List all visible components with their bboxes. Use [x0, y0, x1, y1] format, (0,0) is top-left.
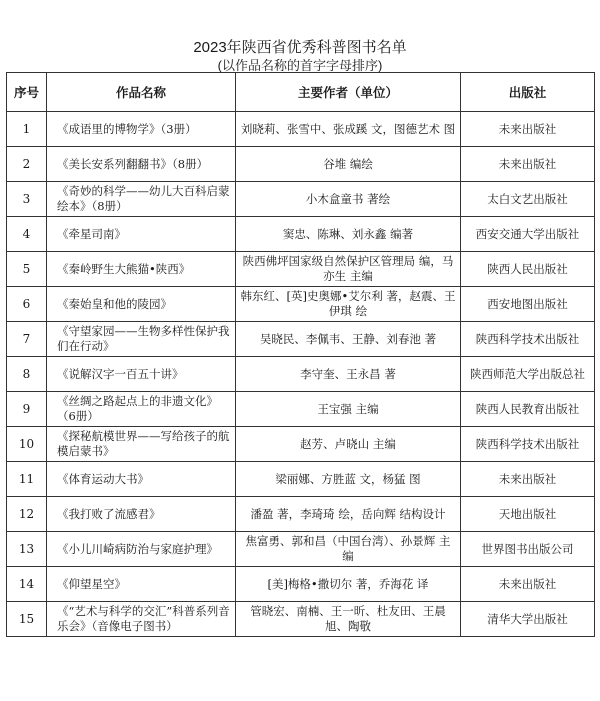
row-author: [美]梅格•撒切尔 著，乔海花 译: [236, 567, 461, 602]
row-author: 管晓宏、南楠、王一昕、杜友田、王晨旭、陶敬: [236, 602, 461, 637]
row-author: 赵芳、卢晓山 主编: [236, 427, 461, 462]
row-number: 8: [7, 357, 47, 392]
row-author: 吴晓民、李佩韦、王静、刘春池 著: [236, 322, 461, 357]
row-publisher: 陕西科学技术出版社: [461, 322, 595, 357]
row-author: 陕西佛坪国家级自然保护区管理局 编，马亦生 主编: [236, 252, 461, 287]
row-number: 7: [7, 322, 47, 357]
row-work-title: 《美长安系列翻翻书》（8册）: [47, 147, 236, 182]
row-work-title: 《牵星司南》: [47, 217, 236, 252]
table-row: [7, 147, 595, 182]
row-publisher: 世界图书出版公司: [461, 532, 595, 567]
page-title: 2023年陕西省优秀科普图书名单: [193, 39, 407, 56]
row-work-title: 《守望家园——生物多样性保护我们在行动》: [47, 322, 236, 357]
row-number: 1: [7, 112, 47, 147]
table-row: [7, 357, 595, 392]
table-row: [7, 392, 595, 427]
row-author: 王宝强 主编: [236, 392, 461, 427]
row-number: 6: [7, 287, 47, 322]
table-row: [7, 497, 595, 532]
row-publisher: 西安地图出版社: [461, 287, 595, 322]
row-work-title: 《秦始皇和他的陵园》: [47, 287, 236, 322]
header-work: 作品名称: [47, 73, 236, 112]
header-publisher: 出版社: [461, 73, 595, 112]
row-number: 9: [7, 392, 47, 427]
row-work-title: 《探秘航模世界——写给孩子的航模启蒙书》: [47, 427, 236, 462]
row-number: 10: [7, 427, 47, 462]
row-author: 韩东红、[英]史奥娜•艾尔利 著，赵震、王伊琪 绘: [236, 287, 461, 322]
row-publisher: 西安交通大学出版社: [461, 217, 595, 252]
table-row: [7, 532, 595, 567]
table-row: [7, 252, 595, 287]
table-row: [7, 567, 595, 602]
row-work-title: 《丝绸之路起点上的非遗文化》（6册）: [47, 392, 236, 427]
row-publisher: 太白文艺出版社: [461, 182, 595, 217]
header-author: 主要作者（单位）: [236, 73, 461, 112]
book-list-table: [6, 72, 595, 637]
row-number: 12: [7, 497, 47, 532]
row-author: 谷堆 编绘: [236, 147, 461, 182]
page-subtitle: (以作品名称的首字字母排序): [217, 58, 383, 73]
row-publisher: 陕西人民教育出版社: [461, 392, 595, 427]
row-work-title: 《秦岭野生大熊猫•陕西》: [47, 252, 236, 287]
row-publisher: 天地出版社: [461, 497, 595, 532]
row-author: 潘盈 著，李琦琦 绘，岳向辉 结构设计: [236, 497, 461, 532]
row-author: 小木盒童书 著绘: [236, 182, 461, 217]
table-row: [7, 462, 595, 497]
table-row: [7, 217, 595, 252]
row-work-title: 《奇妙的科学——幼儿大百科启蒙绘本》（8册）: [47, 182, 236, 217]
row-number: 13: [7, 532, 47, 567]
row-work-title: 《体育运动大书》: [47, 462, 236, 497]
row-publisher: 未来出版社: [461, 112, 595, 147]
row-number: 4: [7, 217, 47, 252]
table-header-row: [7, 73, 595, 112]
row-author: 李守奎、王永昌 著: [236, 357, 461, 392]
table-row: [7, 322, 595, 357]
row-work-title: 《我打败了流感君》: [47, 497, 236, 532]
table-row: [7, 287, 595, 322]
table-row: [7, 427, 595, 462]
table-row: [7, 182, 595, 217]
row-publisher: 陕西师范大学出版总社: [461, 357, 595, 392]
row-publisher: 未来出版社: [461, 147, 595, 182]
row-publisher: 陕西人民出版社: [461, 252, 595, 287]
row-author: 窦忠、陈琳、刘永鑫 编著: [236, 217, 461, 252]
row-author: 刘晓莉、张雪中、张成蹊 文，图德艺术 图: [236, 112, 461, 147]
header-number: 序号: [7, 73, 47, 112]
row-publisher: 清华大学出版社: [461, 602, 595, 637]
row-publisher: 未来出版社: [461, 462, 595, 497]
row-work-title: 《成语里的博物学》（3册）: [47, 112, 236, 147]
row-author: 梁丽娜、方胜蓝 文，杨猛 图: [236, 462, 461, 497]
row-publisher: 陕西科学技术出版社: [461, 427, 595, 462]
row-work-title: 《说解汉字一百五十讲》: [47, 357, 236, 392]
row-number: 3: [7, 182, 47, 217]
table-row: [7, 602, 595, 637]
row-number: 11: [7, 462, 47, 497]
row-author: 焦富勇、郭和昌（中国台湾）、孙景辉 主编: [236, 532, 461, 567]
row-number: 14: [7, 567, 47, 602]
row-publisher: 未来出版社: [461, 567, 595, 602]
row-work-title: 《小儿川崎病防治与家庭护理》: [47, 532, 236, 567]
row-number: 15: [7, 602, 47, 637]
row-number: 5: [7, 252, 47, 287]
row-work-title: 《仰望星空》: [47, 567, 236, 602]
row-work-title: 《“艺术与科学的交汇”科普系列音乐会》（音像电子图书）: [47, 602, 236, 637]
table-row: [7, 112, 595, 147]
row-number: 2: [7, 147, 47, 182]
